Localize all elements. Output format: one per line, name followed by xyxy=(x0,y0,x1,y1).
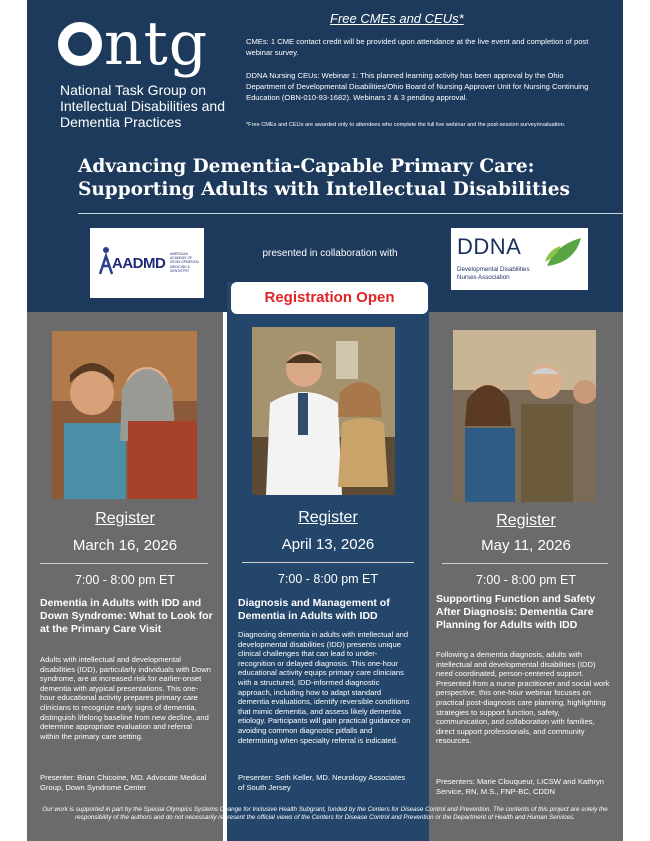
session-1-title: Dementia in Adults with IDD and Down Syndrome: What to Look for at the Primary Care Visit xyxy=(40,597,213,635)
session-2-time: 7:00 - 8:00 pm ET xyxy=(277,572,379,586)
session-1-divider xyxy=(40,563,208,564)
people-photo-icon xyxy=(453,330,596,502)
session-3-date: May 11, 2026 xyxy=(481,537,571,554)
session-3-divider xyxy=(442,563,608,564)
ceu-info: DDNA Nursing CEUs: Webinar 1: This planned learning activity has been approval by the Ohio Department of Developmental Disabilities/Ohio Board of Nursing Approver Unit for Nursing Continuing Education (OBN-010-93-1682). Webinars 2 & 3 pending approval. xyxy=(246,71,589,102)
session-3-title: Supporting Function and Safety After Diagnosis: Dementia Care Planning for Adults with IDD xyxy=(436,593,596,631)
session-3-description: Following a dementia diagnosis, adults with intellectual and developmental disabilities (IDD) need coordinated, person-centered support. Presented from a nurse practitioner and social work perspective, this one-hour webinar focuses on practical post-diagnosis care planning, highlighting strategies to support function, safety, communication, and collaboration with families, direct support professionals, and community resources. xyxy=(436,650,610,746)
leaf-icon xyxy=(541,232,585,272)
register-link-3[interactable]: Register xyxy=(496,512,556,529)
registration-open-banner[interactable]: Registration Open xyxy=(231,282,428,314)
session-2-photo xyxy=(252,327,395,495)
collaboration-text: presented in collaboration with xyxy=(262,248,398,259)
session-2-divider xyxy=(242,562,414,563)
session-1-description: Adults with intellectual and developmental disabilities (IDD), particularly individuals with Down syndrome, are at increased risk for earlier-onset dementia with atypical presentations. This one-hour educational activity prepares primary care clinicians to recognize early signs of dementia, distinguish lifelong baseline from new decline, and determine appropriate evaluation and referral within the primary care setting. xyxy=(40,655,211,741)
people-photo-icon xyxy=(252,327,395,495)
credit-note: *Free CMEs and CEUs are awarded only to attendees who complete the full live webinar and the post-session survey/evaluation. xyxy=(246,122,566,128)
ntg-logo-ring xyxy=(58,22,102,66)
session-2-date: April 13, 2026 xyxy=(281,536,375,553)
people-photo-icon xyxy=(52,331,197,499)
ddna-logo[interactable] xyxy=(451,228,588,290)
funding-footer: Our work is supported in part by the Special Olympics Systems Change for Inclusive Health Subgrant, funded by the Centers for Disease Control and Prevention. The contents of this project are solely the responsibility of the authors and do not necessarily represent the official views of the Centers for Disease Control and Prevention or the Department of Health and Human Services. xyxy=(42,806,608,821)
session-3-time: 7:00 - 8:00 pm ET xyxy=(475,573,577,587)
session-1-time: 7:00 - 8:00 pm ET xyxy=(74,573,176,587)
session-2-description: Diagnosing dementia in adults with intellectual and developmental disabilities (IDD) presents unique clinical challenges that can lead to under-recognition or delayed diagnosis. This one-hour educational activity equips primary care clinicians with a structured, IDD-informed diagnostic approach, including how to adapt standard dementia evaluations, identify reversible conditions that mimic dementia, and assess likely dementia etiology. Participants will gain practical guidance on avoiding common diagnostic pitfalls and determining when specialty referral is indicated. xyxy=(238,630,411,745)
session-1-photo xyxy=(52,331,197,499)
aadmd-logo[interactable] xyxy=(90,228,204,298)
session-3-presenter: Presenters: Marie Clouqueur, LICSW and Kathryn Service, RN, M.S., FNP-BC, CDDN xyxy=(436,777,604,796)
page-title: Advancing Dementia-Capable Primary Care: Supporting Adults with Intellectual Disabilities xyxy=(78,156,570,200)
session-2-title: Diagnosis and Management of Dementia in Adults with IDD xyxy=(238,597,390,622)
cme-info: CMEs: 1 CME contact credit will be provided upon attendance at the live event and completion of post webinar survey. xyxy=(246,37,589,57)
session-1-presenter: Presenter: Brian Chicoine, MD. Advocate Medical Group, Down Syndrome Center xyxy=(40,773,207,792)
aadmd-wordmark: AADMD xyxy=(112,255,166,272)
session-2-presenter: Presenter: Seth Keller, MD. Neurology Associates of South Jersey xyxy=(238,773,406,792)
org-name: National Task Group on Intellectual Disabilities and Dementia Practices xyxy=(60,82,225,130)
free-credits-heading: Free CMEs and CEUs* xyxy=(330,11,464,26)
ddna-subtext: Developmental Disabilities Nurses Association xyxy=(457,266,530,281)
ddna-wordmark: DDNA xyxy=(457,234,522,259)
title-divider xyxy=(78,213,623,214)
session-1-date: March 16, 2026 xyxy=(72,537,178,554)
register-link-2[interactable]: Register xyxy=(298,509,358,526)
session-3-photo xyxy=(453,330,596,502)
register-link-1[interactable]: Register xyxy=(95,510,155,527)
ntg-logo-text: ntg xyxy=(104,9,209,79)
aadmd-subtext: AMERICAN ACADEMY OF DEVELOPMENTAL MEDICINE & DENTISTRY xyxy=(170,252,200,273)
